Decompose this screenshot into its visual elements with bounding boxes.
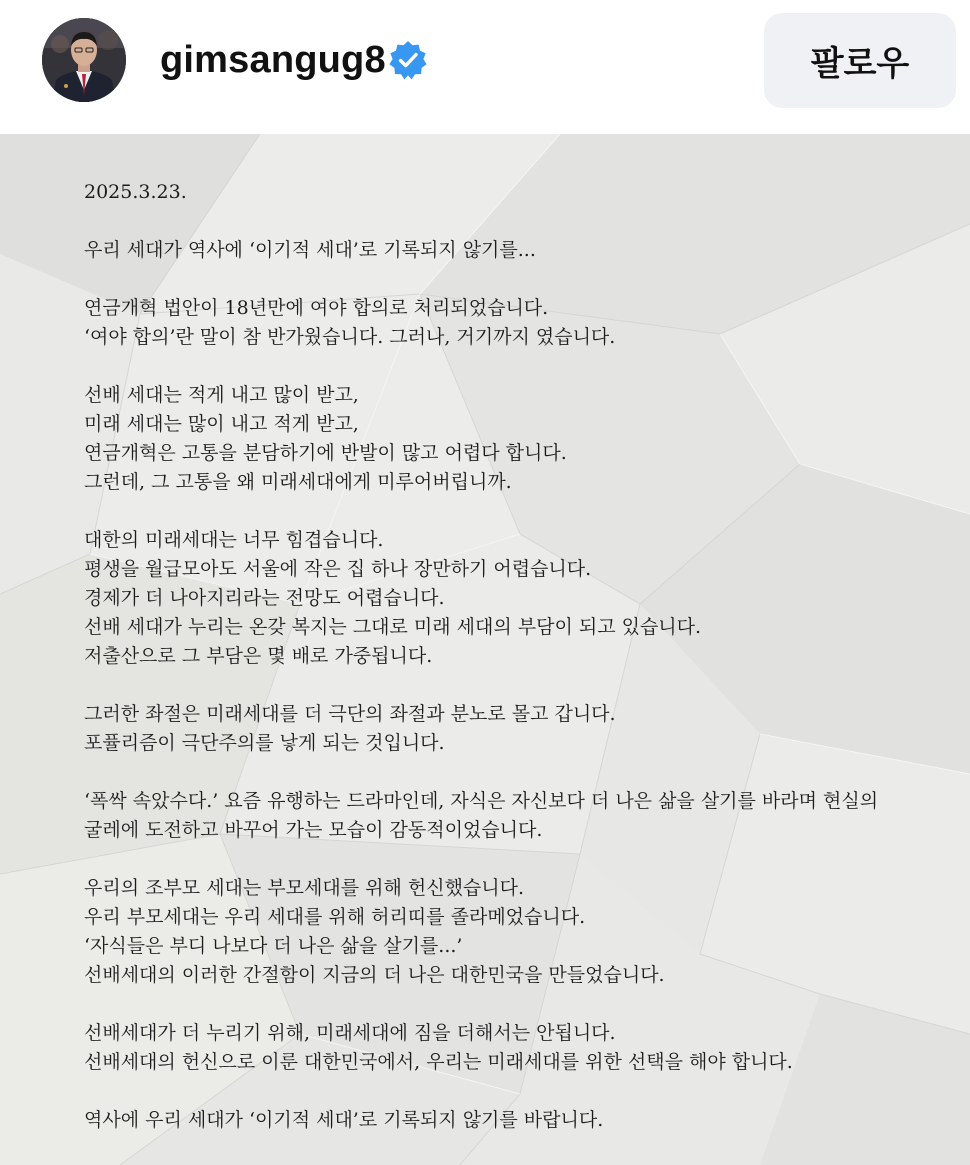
paragraph-gap — [84, 1077, 964, 1106]
letter-body — [84, 178, 964, 1135]
letter-line: 그런데, 그 고통을 왜 미래세대에게 미루어버립니까. — [84, 471, 512, 493]
letter-line: ‘폭싹 속았수다.’ 요즘 유행하는 드라마인데, 자식은 자신보다 더 나은 삶을 살기를 바라며 현실의 — [84, 790, 879, 812]
letter-line: 선배세대의 이러한 간절함이 지금의 더 나은 대한민국을 만들었습니다. — [84, 964, 665, 986]
profile-avatar[interactable] — [42, 18, 126, 102]
paragraph-gap — [84, 990, 964, 1019]
letter-line: 연금개혁 법안이 18년만에 여야 합의로 처리되었습니다. — [84, 297, 549, 319]
letter-line: 선배세대가 더 누리기 위해, 미래세대에 짐을 더해서는 안됩니다. — [84, 1022, 616, 1044]
letter-line: 저출산으로 그 부담은 몇 배로 가중됩니다. — [84, 645, 433, 667]
letter-paragraph — [84, 1106, 964, 1135]
letter-paragraph — [84, 874, 964, 990]
letter-line: 우리의 조부모 세대는 부모세대를 위해 헌신했습니다. — [84, 877, 525, 899]
letter-paragraph — [84, 381, 964, 497]
letter-line: 선배세대의 헌신으로 이룬 대한민국에서, 우리는 미래세대를 위한 선택을 해야 합니다. — [84, 1051, 793, 1073]
username[interactable]: gimsangug8 — [160, 39, 386, 81]
letter-line: ‘여야 합의’란 말이 참 반가웠습니다. 그러나, 거기까지 였습니다. — [84, 326, 616, 348]
letter-date — [84, 178, 964, 207]
letter-line: 선배 세대는 적게 내고 많이 받고, — [84, 384, 359, 406]
letter-paragraph — [84, 1019, 964, 1077]
letter-line: 굴레에 도전하고 바꾸어 가는 모습이 감동적이었습니다. — [84, 819, 543, 841]
letter-line: 포퓰리즘이 극단주의를 낳게 되는 것입니다. — [84, 732, 445, 754]
letter-line: 우리 부모세대는 우리 세대를 위해 허리띠를 졸라메었습니다. — [84, 906, 586, 928]
post-image — [0, 134, 970, 1165]
letter-line: 경제가 더 나아지리라는 전망도 어렵습니다. — [84, 587, 445, 609]
letter-line: 2025.3.23. — [84, 181, 187, 203]
letter-line: 대한의 미래세대는 너무 힘겹습니다. — [84, 529, 384, 551]
letter-paragraph — [84, 236, 964, 265]
letter-line: 그러한 좌절은 미래세대를 더 극단의 좌절과 분노로 몰고 갑니다. — [84, 703, 616, 725]
letter-line: 역사에 우리 세대가 ‘이기적 세대’로 기록되지 않기를 바랍니다. — [84, 1109, 604, 1131]
letter-line: 연금개혁은 고통을 분담하기에 반발이 많고 어렵다 합니다. — [84, 442, 567, 464]
paragraph-gap — [84, 207, 964, 236]
paragraph-gap — [84, 497, 964, 526]
letter-line: 평생을 월급모아도 서울에 작은 집 하나 장만하기 어렵습니다. — [84, 558, 592, 580]
letter-line: ‘자식들은 부디 나보다 더 나은 삶을 살기를...’ — [84, 935, 463, 957]
follow-button[interactable]: 팔로우 — [764, 13, 956, 108]
paragraph-gap — [84, 671, 964, 700]
paragraph-gap — [84, 845, 964, 874]
letter-paragraph — [84, 294, 964, 352]
paragraph-gap — [84, 265, 964, 294]
letter-line: 선배 세대가 누리는 온갖 복지는 그대로 미래 세대의 부담이 되고 있습니다. — [84, 616, 702, 638]
paragraph-gap — [84, 352, 964, 381]
post-header — [0, 0, 970, 134]
letter-paragraph — [84, 526, 964, 671]
letter-line: 우리 세대가 역사에 ‘이기적 세대’로 기록되지 않기를... — [84, 239, 536, 261]
verified-badge-icon — [388, 40, 428, 80]
letter-paragraph — [84, 787, 964, 845]
letter-line: 미래 세대는 많이 내고 적게 받고, — [84, 413, 359, 435]
letter-paragraph — [84, 700, 964, 758]
paragraph-gap — [84, 758, 964, 787]
avatar-image — [42, 18, 126, 102]
